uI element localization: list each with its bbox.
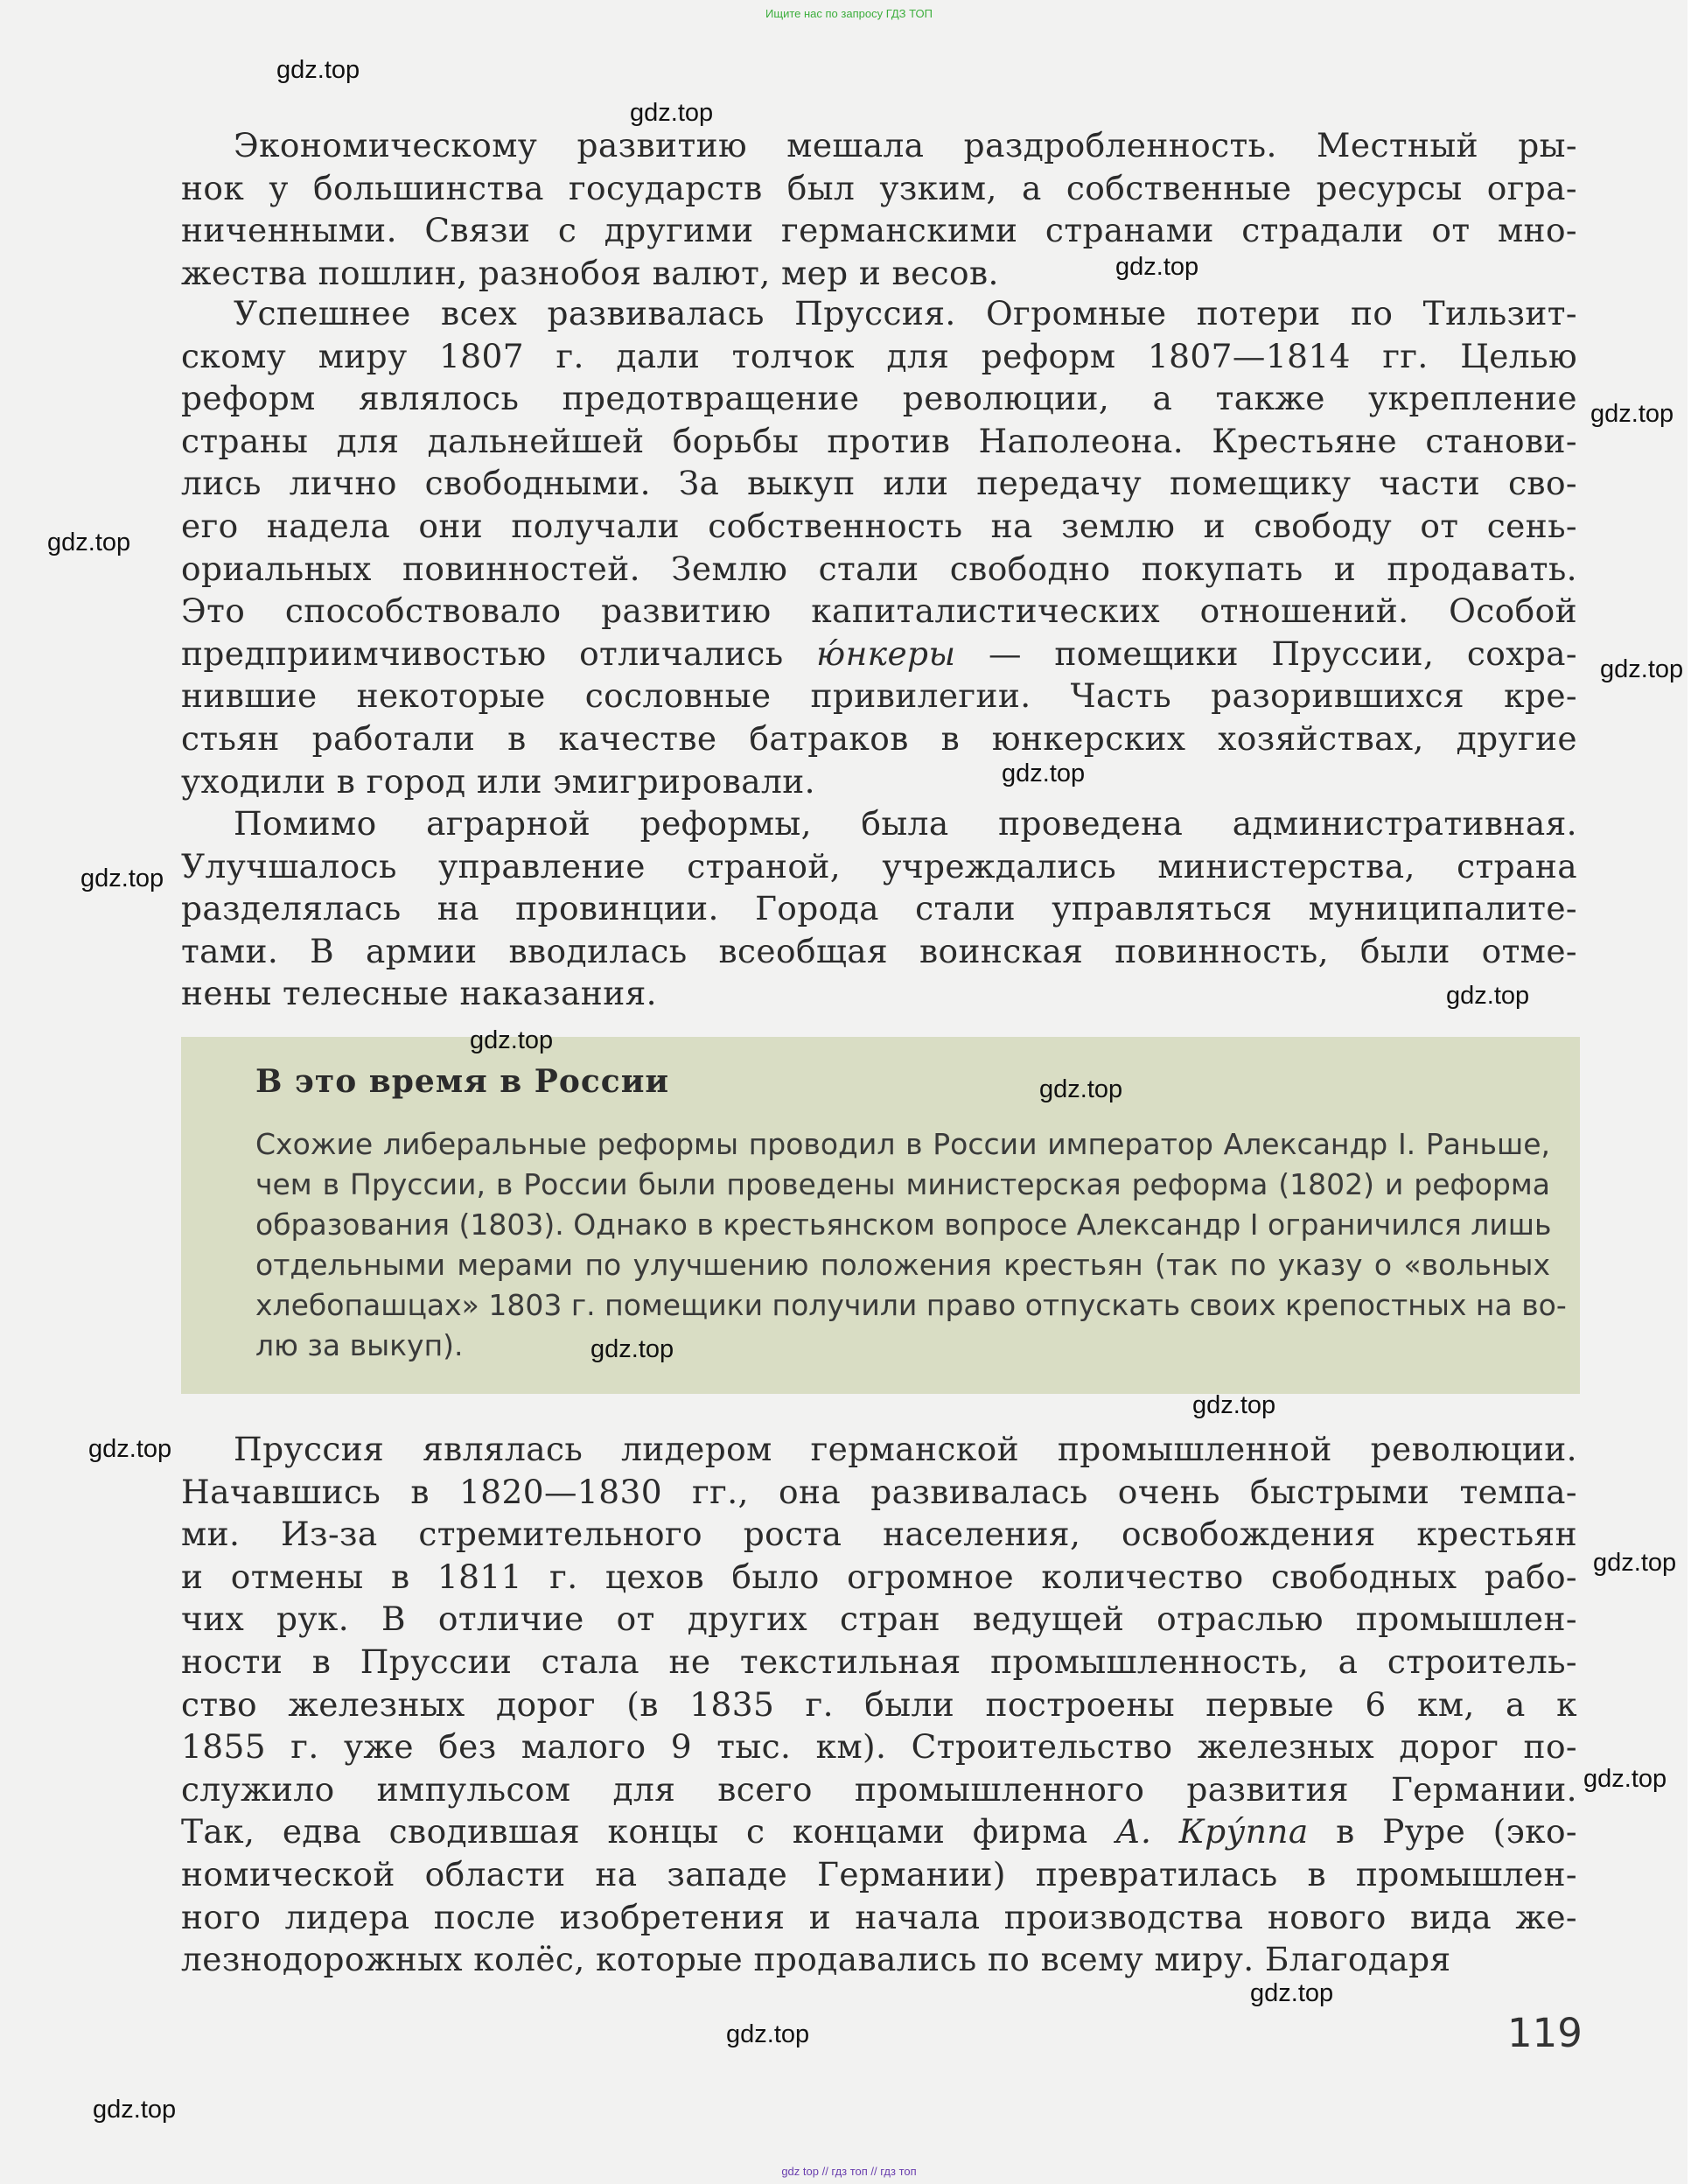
watermark: gdz.top	[726, 2020, 810, 2048]
page-number: 119	[1507, 2010, 1583, 2056]
page-edge	[1688, 0, 1698, 2184]
text-run: — помещики Пруссии, сохра-	[955, 634, 1577, 673]
watermark: gdz.top	[276, 56, 360, 84]
text-line: Экономическому развитию мешала раздробленность. Местный ры-	[234, 126, 1577, 164]
text-line: Начавшись в 1820—1830 гг., она развивалась очень быстрыми темпа-	[181, 1472, 1577, 1511]
text-line: нены телесные наказания.	[181, 974, 657, 1013]
text-line: чих рук. В отличие от других стран ведущей отраслью промышлен-	[181, 1600, 1577, 1639]
text-line: отдельными мерами по улучшению положения крестьян (так по указу о «вольных	[255, 1248, 1550, 1282]
text-line: ности в Пруссии стала не текстильная промышленность, а строитель-	[181, 1642, 1577, 1681]
text-line: нившие некоторые сословные привилегии. Часть разорившихся кре-	[181, 676, 1577, 716]
text-line: ниченными. Связи с другими германскими странами страдали от мно-	[181, 211, 1577, 250]
italic-term: А. Кру́ппа	[1115, 1812, 1309, 1852]
text-run: в Руре (эко-	[1308, 1812, 1577, 1852]
text-line: стьян работали в качестве батраков в юнкерских хозяйствах, другие	[181, 718, 1577, 758]
text-line: тами. В армии вводилась всеобщая воинская повинность, были отме-	[181, 931, 1577, 970]
text-line: страны для дальнейшей борьбы против Наполеона. Крестьяне станови-	[181, 421, 1577, 460]
text-line: Схожие либеральные реформы проводил в России император Александр I. Раньше,	[255, 1127, 1550, 1161]
text-line: жества пошлин, разнобоя валют, мер и весов.	[181, 253, 999, 292]
paragraph-economic-fragmentation	[181, 124, 1577, 294]
paragraph-prussia-reforms	[181, 292, 1577, 802]
text-line: и отмены в 1811 г. цехов было огромное количество свободных рабо-	[181, 1557, 1577, 1596]
watermark: gdz.top	[93, 2096, 177, 2124]
watermark: gdz.top	[1039, 1075, 1123, 1103]
sidebar-text	[255, 1124, 1567, 1366]
watermark: gdz.top	[1250, 1979, 1334, 2007]
text-line: лю за выкуп).	[255, 1328, 464, 1362]
watermark: gdz.top	[47, 528, 131, 556]
text-line: лись лично свободными. За выкуп или передачу помещику части сво-	[181, 464, 1577, 503]
text-line: Успешнее всех развивалась Пруссия. Огромные потери по Тильзит-	[234, 294, 1577, 332]
watermark: gdz.top	[590, 1335, 674, 1363]
watermark: gdz.top	[1192, 1391, 1276, 1419]
paragraph-administrative-reform	[181, 802, 1577, 1015]
watermark: gdz.top	[470, 1026, 554, 1054]
text-line: ного лидера после изобретения и начала производства нового вида же-	[181, 1897, 1577, 1936]
watermark: gdz.top	[1600, 655, 1684, 683]
sidebar-russia-box	[181, 1037, 1580, 1394]
italic-term: ю́нкеры	[816, 634, 956, 673]
text-line: номической области на западе Германии) превратилась в промышлен-	[181, 1854, 1577, 1894]
text-line: 1855 г. уже без малого 9 тыс. км). Строительство железных дорог по-	[181, 1727, 1577, 1767]
text-line	[181, 633, 1577, 676]
text-line: ориальных повинностей. Землю стали свободно покупать и продавать.	[181, 549, 1577, 588]
text-line: Помимо аграрной реформы, была проведена административная.	[234, 804, 1577, 843]
watermark: gdz.top	[630, 99, 714, 127]
text-line: уходили в город или эмигрировали.	[181, 761, 815, 801]
watermark: gdz.top	[1446, 982, 1530, 1010]
text-line: ми. Из-за стремительного роста населения, освобождения крестьян	[181, 1515, 1577, 1554]
text-line: Это способствовало развитию капиталистических отношений. Особой	[181, 592, 1577, 631]
text-line: реформ являлось предотвращение революции, а также укрепление	[181, 379, 1577, 418]
text-line: его надела они получали собственность на землю и свободу от сень-	[181, 506, 1577, 545]
text-line: хлебопашцах» 1803 г. помещики получили право отпускать своих крепостных на во-	[255, 1288, 1567, 1322]
watermark: gdz.top	[1583, 1765, 1667, 1793]
text-line: ство железных дорог (в 1835 г. были построены первые 6 км, а к	[181, 1684, 1577, 1724]
text-run: предприимчивостью отличались	[181, 634, 817, 673]
text-line: скому миру 1807 г. дали толчок для реформ 1807—1814 гг. Целью	[181, 336, 1577, 375]
text-line: образования (1803). Однако в крестьянском вопросе Александр I ограничился лишь	[255, 1208, 1552, 1242]
text-line: Улучшалось управление страной, учреждались министерства, страна	[181, 846, 1577, 886]
paragraph-industrial-revolution	[181, 1428, 1577, 1981]
text-line: служило импульсом для всего промышленного развития Германии.	[181, 1769, 1577, 1809]
watermark: gdz.top	[1002, 760, 1086, 788]
text-line: разделялась на провинции. Города стали управляться муниципалите-	[181, 889, 1577, 928]
text-line: нок у большинства государств был узким, а собственные ресурсы огра-	[181, 168, 1577, 207]
watermark: gdz.top	[1590, 400, 1674, 428]
text-run: Так, едва сводившая концы с концами фирма	[181, 1812, 1116, 1852]
text-line: Пруссия являлась лидером германской промышленной революции.	[234, 1430, 1577, 1468]
watermark: gdz.top	[1115, 253, 1199, 281]
top-banner[interactable]: Ищите нас по запросу ГДЗ ТОП	[765, 7, 933, 20]
watermark: gdz.top	[88, 1435, 172, 1463]
text-line: лезнодорожных колёс, которые продавались по всему миру. Благодаря	[181, 1940, 1451, 1979]
text-line: чем в Пруссии, в России были проведены министерская реформа (1802) и реформа	[255, 1167, 1550, 1201]
bottom-banner[interactable]: gdz top // гдз топ // гдз топ	[781, 2165, 917, 2178]
text-line	[181, 1810, 1577, 1853]
watermark: gdz.top	[80, 864, 164, 892]
sidebar-title: В это время в России	[255, 1063, 670, 1100]
watermark: gdz.top	[1593, 1549, 1677, 1577]
